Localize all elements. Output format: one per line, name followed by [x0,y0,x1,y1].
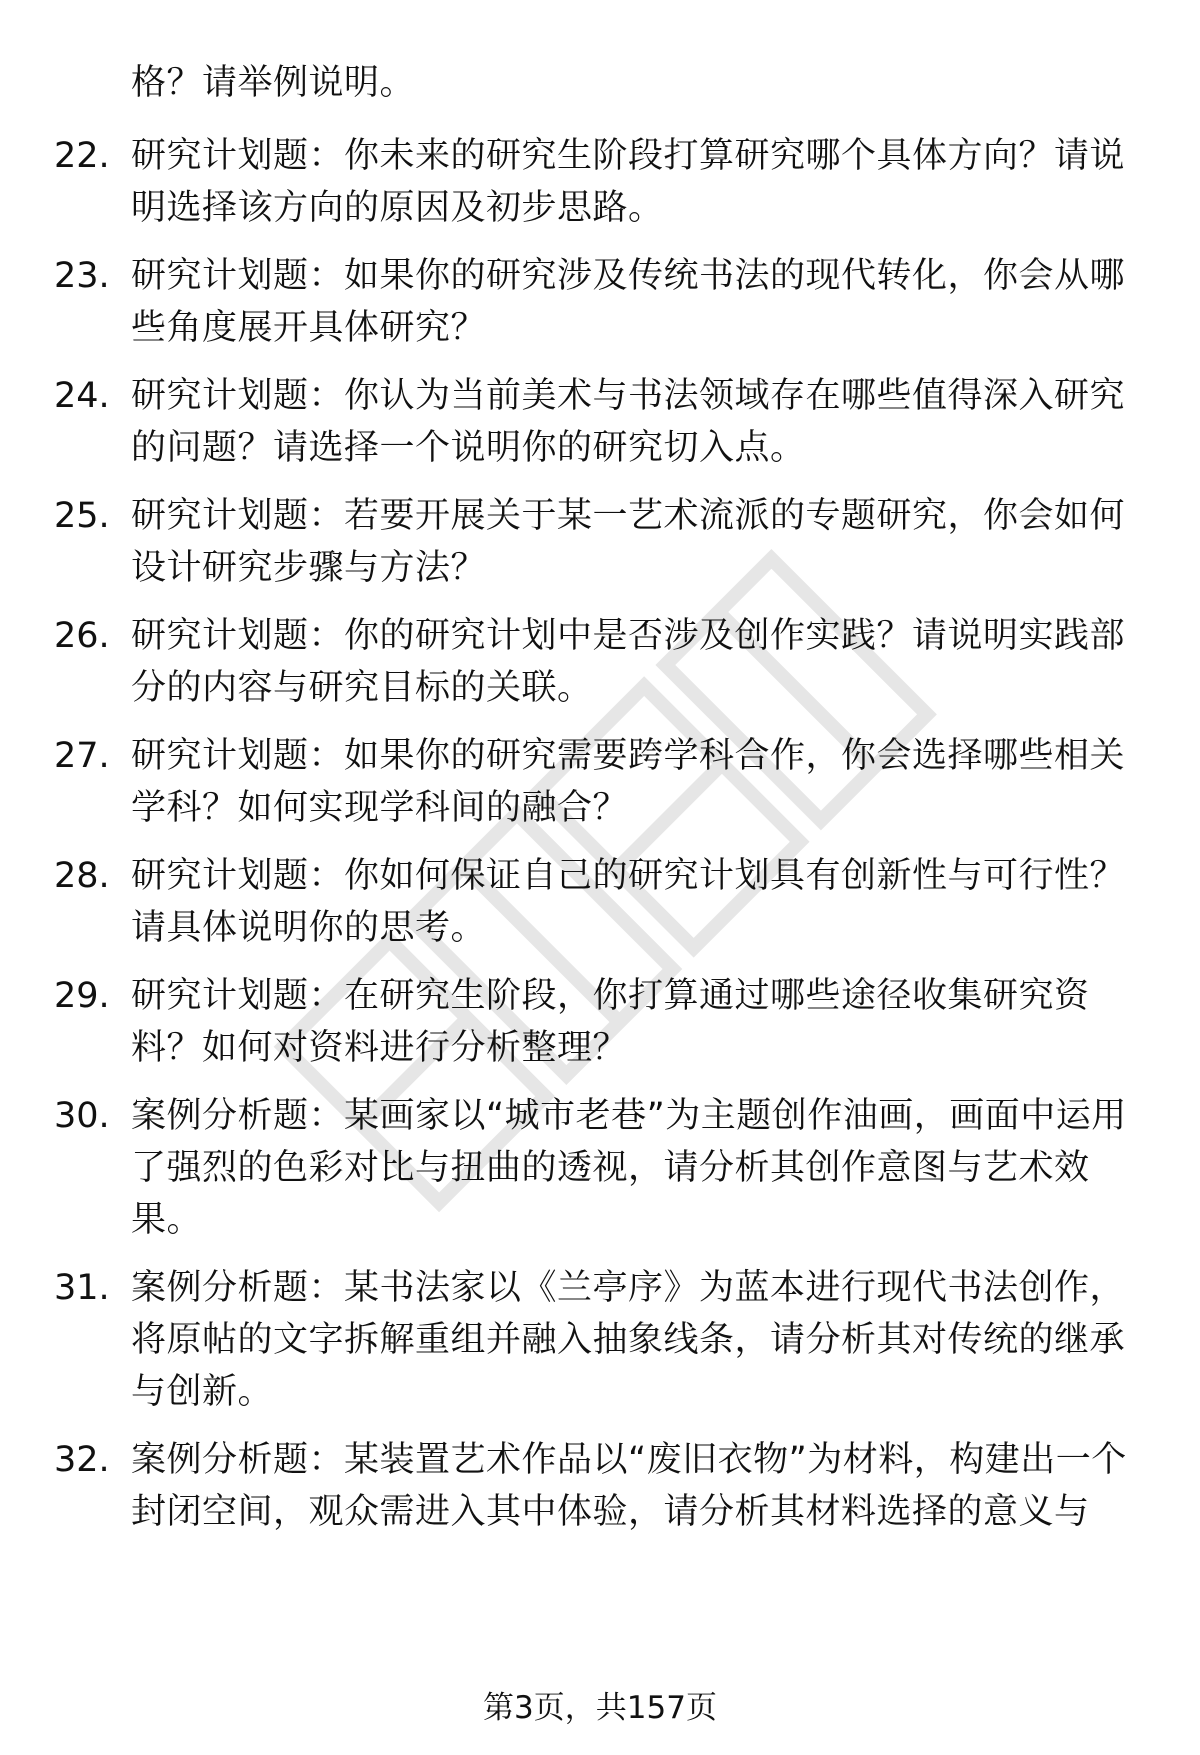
question-text: 案例分析题：某书法家以《兰亭序》为蓝本进行现代书法创作，将原帖的文字拆解重组并融入抽象线条，请分析其对传统的继承与创新。 [131,1268,1126,1412]
question-number: 23. [54,256,110,296]
question-text: 研究计划题：你未来的研究生阶段打算研究哪个具体方向？请说明选择该方向的原因及初步思路。 [131,136,1126,228]
question-text: 研究计划题：你如何保证自己的研究计划具有创新性与可行性？请具体说明你的思考。 [131,856,1126,948]
page-footer: 第3页，共157页 [483,1690,717,1726]
question-number: 26. [54,616,110,656]
question-number: 25. [54,496,110,536]
question-text: 研究计划题：如果你的研究需要跨学科合作，你会选择哪些相关学科？如何实现学科间的融合？ [131,736,1126,828]
question-text: 研究计划题：在研究生阶段，你打算通过哪些途径收集研究资料？如何对资料进行分析整理？ [131,976,1090,1068]
question-number: 22. [54,136,110,176]
question-text: 案例分析题：某画家以“城市老巷”为主题创作油画，画面中运用了强烈的色彩对比与扭曲的透视，请分析其创作意图与艺术效果。 [131,1096,1127,1240]
question-text: 研究计划题：你认为当前美术与书法领域存在哪些值得深入研究的问题？请选择一个说明你的研究切入点。 [131,376,1126,468]
question-number: 29. [54,976,110,1016]
question-number: 24. [54,376,110,416]
question-text: 研究计划题：若要开展关于某一艺术流派的专题研究，你会如何设计研究步骤与方法？ [131,496,1126,588]
question-number: 27. [54,736,110,776]
question-number: 30. [54,1096,110,1136]
question-number: 32. [54,1440,110,1480]
question-number: 31. [54,1268,110,1308]
question-text: 研究计划题：如果你的研究涉及传统书法的现代转化，你会从哪些角度展开具体研究？ [131,256,1126,348]
question-text: 案例分析题：某装置艺术作品以“废旧衣物”为材料，构建出一个封闭空间，观众需进入其中体验，请分析其材料选择的意义与 [131,1440,1127,1532]
question-text: 研究计划题：你的研究计划中是否涉及创作实践？请说明实践部分的内容与研究目标的关联。 [131,616,1126,708]
continuation-line: 格？请举例说明。 [131,63,416,103]
question-number: 28. [54,856,110,896]
